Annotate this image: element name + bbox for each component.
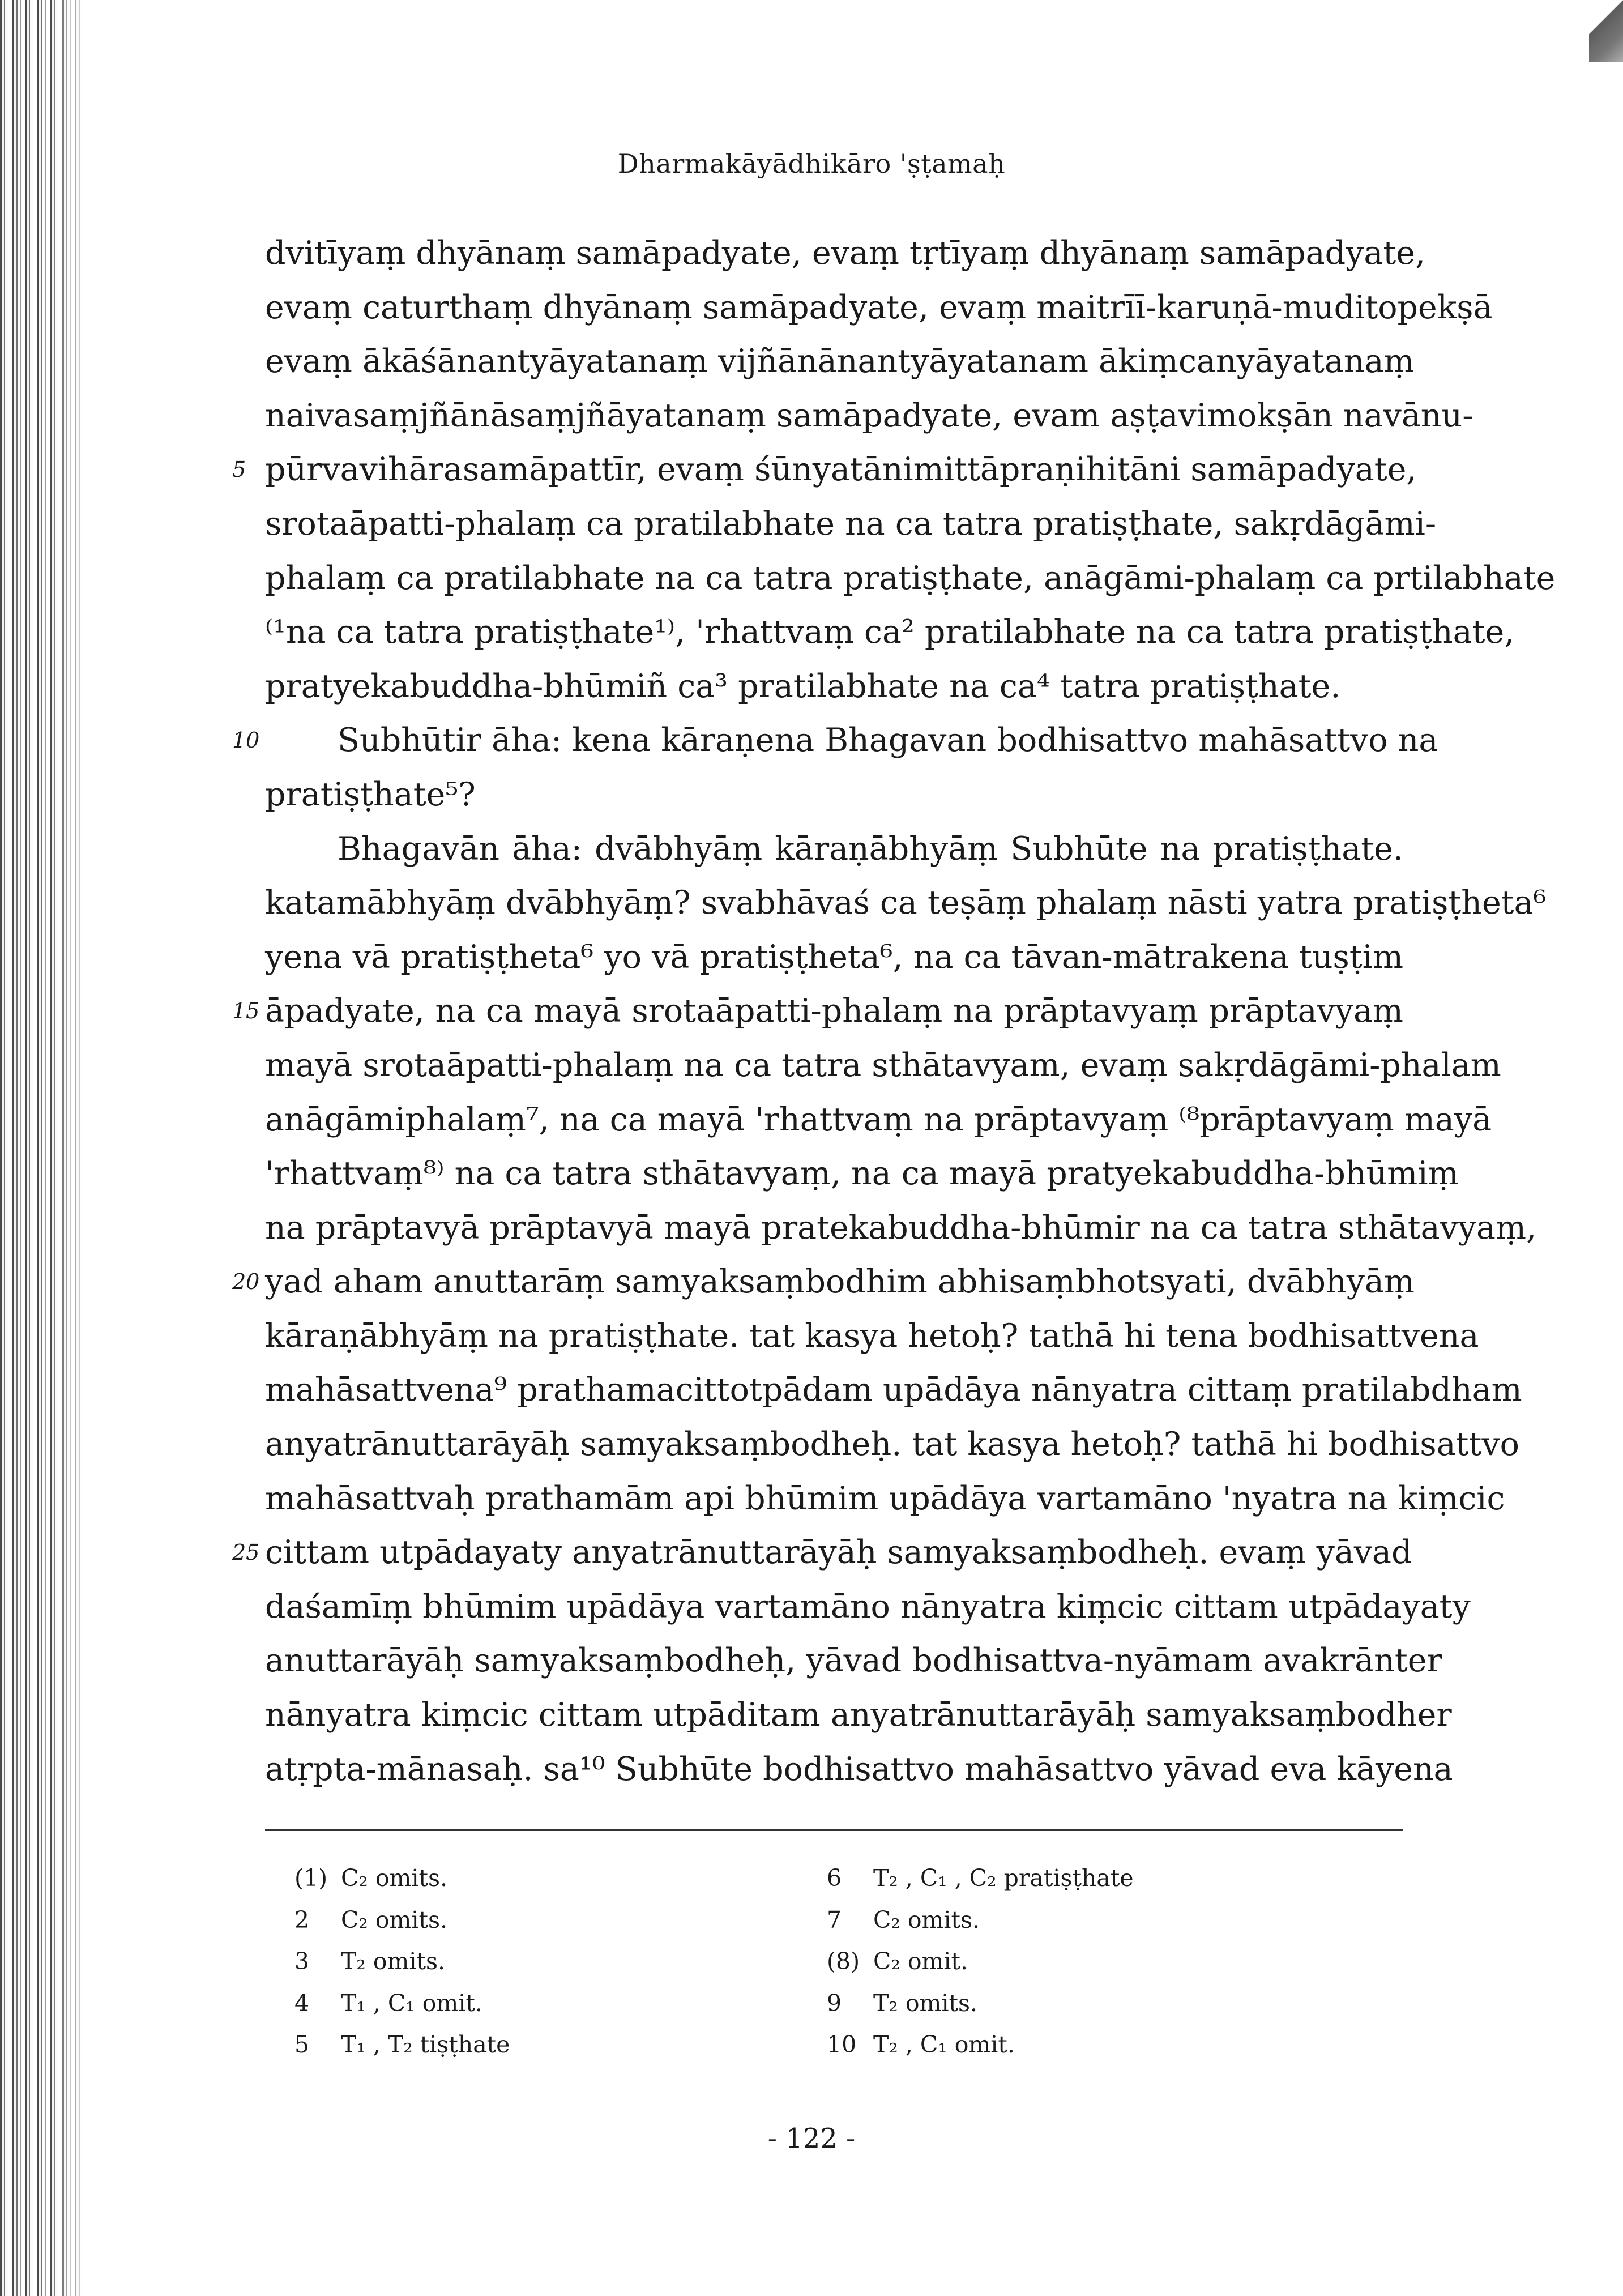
line-text: atṛpta-mānasaḥ. sa¹⁰ Subhūte bodhisattvo mahāsattvo yāvad eva kāyena xyxy=(265,1750,1453,1788)
line-text: evaṃ caturthaṃ dhyānaṃ samāpadyate, evaṃ maitrīī-karuṇā-muditopekṣā xyxy=(265,288,1493,326)
footnote-mark: 3 xyxy=(294,1948,310,1975)
text-line xyxy=(265,1363,1522,1418)
line-text: mahāsattvena⁹ prathamacittotpādam upādāya nānyatra cittaṃ pratilabdham xyxy=(265,1371,1522,1409)
line-number: 20 xyxy=(232,1269,260,1295)
line-text: cittam utpādayaty anyatrānuttarāyāḥ samyaksaṃbodheḥ. evaṃ yāvad xyxy=(265,1534,1412,1572)
footnote-text: C₂ omits. xyxy=(873,1906,980,1934)
footnote-text: T₂ omits. xyxy=(873,1989,978,2017)
line-text: Subhūtir āha: kena kāraṇena Bhagavan bodhisattvo mahāsattvo na xyxy=(338,722,1438,759)
line-text: anyatrānuttarāyāḥ samyaksaṃbodheḥ. tat kasya hetoḥ? tathā hi bodhisattvo xyxy=(265,1426,1519,1463)
text-line xyxy=(232,984,1403,1039)
scan-corner-mark xyxy=(1589,0,1623,62)
footnote-mark: 2 xyxy=(294,1906,310,1934)
line-text: pratyekabuddha-bhūmiñ ca³ pratilabhate na ca⁴ tatra pratiṣṭhate. xyxy=(265,667,1341,705)
text-line xyxy=(265,497,1437,552)
footnote xyxy=(294,2024,510,2066)
line-text: mahāsattvaḥ prathamām api bhūmim upādāya vartamāno 'nyatra na kiṃcic xyxy=(265,1479,1505,1517)
line-text: naivasaṃjñānāsaṃjñāyatanaṃ samāpadyate, evam aṣṭavimokṣān navānu- xyxy=(265,396,1473,434)
text-line xyxy=(232,1255,1415,1309)
page-number: - 122 - xyxy=(767,2123,856,2154)
footnote xyxy=(827,1858,1134,1900)
footnote-mark: 5 xyxy=(294,2031,310,2058)
footnote-text: T₂ omits. xyxy=(341,1948,446,1975)
line-text: mayā srotaāpatti-phalaṃ na ca tatra sthātavyam, evaṃ sakṛdāgāmi-phalam xyxy=(265,1046,1501,1084)
footnote xyxy=(827,2024,1134,2066)
footnotes-left-column xyxy=(294,1858,510,2066)
footnote xyxy=(294,1983,510,2025)
footnote-text: T₁ , C₁ omit. xyxy=(341,1989,482,2017)
footnote-mark: 7 xyxy=(827,1906,842,1934)
text-line xyxy=(265,1688,1452,1743)
footnote xyxy=(827,1900,1134,1941)
footnotes-right-column xyxy=(827,1858,1134,2066)
line-text: 'rhattvaṃ⁸⁾ na ca tatra sthātavyaṃ, na ca mayā pratyekabuddha-bhūmiṃ xyxy=(265,1155,1459,1193)
line-text: yena vā pratiṣṭheta⁶ yo vā pratiṣṭheta⁶, na ca tāvan-mātrakena tuṣṭim xyxy=(265,938,1403,976)
text-line xyxy=(265,1147,1459,1201)
line-text: dvitīyaṃ dhyānaṃ samāpadyate, evaṃ tṛtīyaṃ dhyānaṃ samāpadyate, xyxy=(265,234,1426,272)
text-line xyxy=(265,822,1403,877)
line-text: āpadyate, na ca mayā srotaāpatti-phalaṃ na prāptavyaṃ prāptavyaṃ xyxy=(265,992,1403,1030)
text-line xyxy=(265,768,1403,822)
line-number: 5 xyxy=(232,457,246,483)
footnote xyxy=(294,1858,510,1900)
footnote-rule xyxy=(265,1829,1403,1831)
line-text: evaṃ ākāśānantyāyatanaṃ vijñānānantyāyatanam ākiṃcanyāyatanaṃ xyxy=(265,343,1415,381)
footnote xyxy=(827,1941,1134,1983)
line-text: na prāptavyā prāptavyā mayā pratekabuddha-bhūmir na ca tatra sthātavyaṃ, xyxy=(265,1209,1537,1247)
line-text: phalaṃ ca pratilabhate na ca tatra pratiṣṭhate, anāgāmi-phalaṃ ca prtilabhate xyxy=(265,559,1556,597)
footnote-mark: 4 xyxy=(294,1989,310,2017)
footnote xyxy=(827,1983,1134,2025)
text-line xyxy=(265,335,1415,389)
text-line xyxy=(265,660,1403,714)
text-line xyxy=(265,605,1515,660)
footnote-text: C₂ omit. xyxy=(873,1948,968,1975)
text-line xyxy=(265,1309,1479,1364)
scan-edge-fade xyxy=(51,0,96,2296)
line-text: daśamīṃ bhūmim upādāya vartamāno nānyatra kiṃcic cittam utpādayaty xyxy=(265,1587,1471,1625)
body-text xyxy=(232,227,1556,1796)
line-text: ⁽¹na ca tatra pratiṣṭhate¹⁾, 'rhattvaṃ ca² pratilabhate na ca tatra pratiṣṭhate, xyxy=(265,613,1515,651)
line-text: anāgāmiphalaṃ⁷, na ca mayā 'rhattvaṃ na prāptavyaṃ ⁽⁸prāptavyaṃ mayā xyxy=(265,1100,1492,1138)
line-text: pratiṣṭhate⁵? xyxy=(265,775,476,813)
text-line xyxy=(265,1472,1505,1526)
line-number: 15 xyxy=(232,998,260,1024)
footnote xyxy=(294,1941,510,1983)
text-line xyxy=(265,1418,1519,1472)
footnote-text: C₂ omits. xyxy=(341,1906,448,1934)
footnote-mark: (8) xyxy=(827,1948,860,1975)
footnote-text: T₁ , T₂ tiṣṭhate xyxy=(341,2031,510,2058)
line-text: katamābhyāṃ dvābhyāṃ? svabhāvaś ca teṣāṃ phalaṃ nāsti yatra pratiṣṭheta⁶ xyxy=(265,884,1547,922)
text-line xyxy=(265,1093,1492,1147)
text-line xyxy=(265,1634,1442,1688)
footnote-mark: 6 xyxy=(827,1864,842,1892)
footnote-text: C₂ omits. xyxy=(341,1864,448,1892)
text-line xyxy=(265,552,1556,606)
line-number: 10 xyxy=(232,728,260,753)
line-number: 25 xyxy=(232,1540,260,1565)
footnote-mark: 10 xyxy=(827,2031,857,2058)
footnote-mark: 9 xyxy=(827,1989,842,2017)
text-line xyxy=(265,1201,1537,1256)
text-line xyxy=(265,1743,1453,1797)
running-head: Dharmakāyādhikāro 'ṣṭamaḥ xyxy=(617,148,1006,179)
text-line xyxy=(265,281,1493,335)
text-line xyxy=(232,714,1438,768)
text-line xyxy=(265,1039,1501,1093)
line-text: anuttarāyāḥ samyaksaṃbodheḥ, yāvad bodhisattva-nyāmam avakrānter xyxy=(265,1642,1442,1680)
line-text: yad aham anuttarāṃ samyaksaṃbodhim abhisaṃbhotsyati, dvābhyāṃ xyxy=(265,1263,1415,1301)
footnote-text: T₂ , C₁ , C₂ pratiṣṭhate xyxy=(873,1864,1134,1892)
line-text: Bhagavān āha: dvābhyāṃ kāraṇābhyāṃ Subhūte na pratiṣṭhate. xyxy=(338,830,1403,868)
text-line xyxy=(265,1580,1471,1634)
line-text: nānyatra kiṃcic cittam utpāditam anyatrānuttarāyāḥ samyaksaṃbodher xyxy=(265,1696,1452,1734)
text-line xyxy=(232,1526,1412,1580)
line-text: pūrvavihārasamāpattīr, evaṃ śūnyatānimittāpraṇihitāni samāpadyate, xyxy=(265,451,1417,489)
footnote-text: T₂ , C₁ omit. xyxy=(873,2031,1015,2058)
footnote-mark: (1) xyxy=(294,1864,328,1892)
line-text: kāraṇābhyāṃ na pratiṣṭhate. tat kasya hetoḥ? tathā hi tena bodhisattvena xyxy=(265,1317,1479,1355)
text-line xyxy=(265,227,1426,281)
text-line xyxy=(265,389,1473,443)
footnote xyxy=(294,1900,510,1941)
text-line xyxy=(265,931,1403,985)
line-text: srotaāpatti-phalaṃ ca pratilabhate na ca tatra pratiṣṭhate, sakṛdāgāmi- xyxy=(265,505,1437,543)
text-line xyxy=(265,876,1547,931)
text-line xyxy=(232,443,1417,497)
